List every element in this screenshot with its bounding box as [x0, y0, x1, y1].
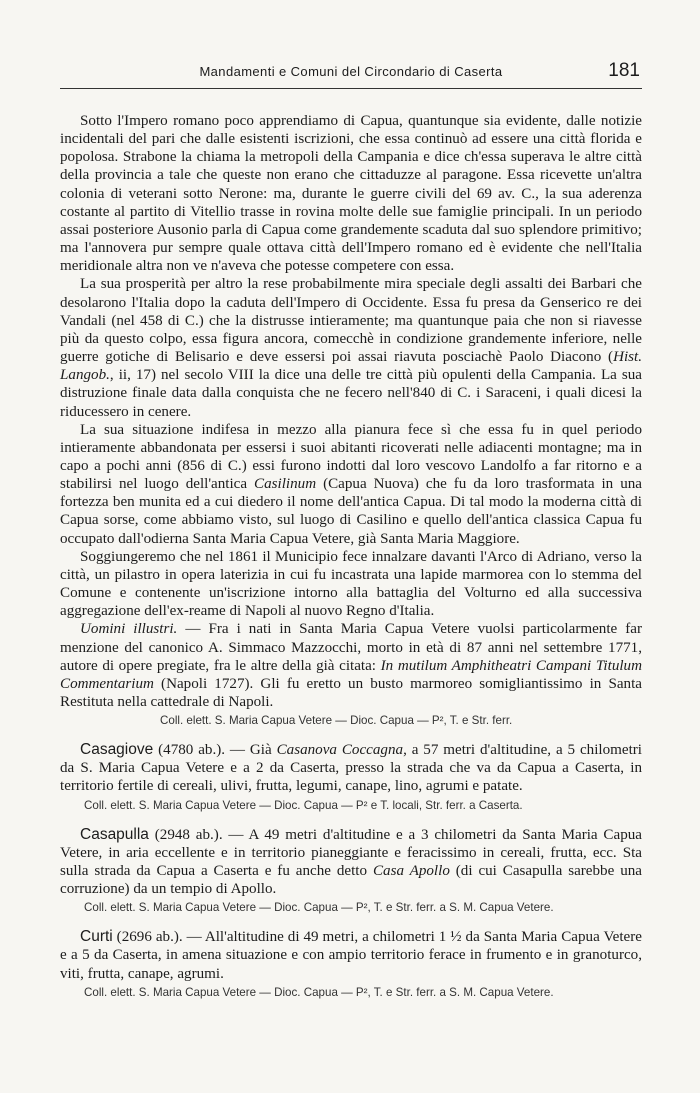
paragraph-illustrious-men: Uomini illustri. — Fra i nati in Santa Maria Capua Vetere vuolsi particolarmente far menzione del canonico A. Simmaco Mazzocchi, morto in età di 87 anni nel settembre 1771, autore di opere pregiate, fra le altre della già citata: In mutilum Amphitheatri Campani Titulum Commentarium (Napoli 1727). Gli fu eretto un busto marmoreo somigliantissimo in Santa Restituta nella cattedrale di Napoli.	[60, 621, 643, 710]
header-title: Mandamenti e Comuni del Circondario di Caserta	[199, 64, 503, 79]
paragraph-monument: Soggiungeremo che nel 1861 il Municipio fece innalzare davanti l'Arco di Adriano, verso la città, un pilastro in opera laterizia in cui fu incastrata una lapide marmorea con lo stemma del Comune e contenente un'iscrizione intorno alla battaglia del Volturno ed alla successiva aggregazione dell'ex-reame di Napoli al nuovo Regno d'Italia.	[60, 548, 642, 620]
paragraph-situation: La sua situazione indifesa in mezzo alla pianura fece sì che essa fu in quel periodo intieramente abbandonata per essersi i suoi abitanti ricoverati nelle adiacenti montagne; ma in capo a pochi anni (856 di C.) essi furono indotti dal loro vescovo Landolfo a far ritorno e a stabilirsi nel luogo dell'antica Casilinum (Capua Nuova) che fu da loro trasformata in una fortezza ben munita ed a cui diedero il nome dell'antica Capua. Di tal modo la moderna città di Capua sorse, come abbiamo visto, sul luogo di Casilino e quello dell'antica classica Capua fu occupato dall'odierna Santa Maria Capua Vetere, già Santa Maria Maggiore.	[60, 421, 642, 547]
entry-name: Casagiove	[80, 741, 154, 759]
entry-casapulla: Casapulla (2948 ab.). — A 49 metri d'altitudine e a 3 chilometri da Santa Maria Capua Vetere, in aria eccellente e in territorio pianeggiante e feracissimo in cereali, frutta, ecc. Sta sulla strada da Capua a Caserta e fu anche detto Casa Apollo (di cui Casapulla sarebbe una corruzione) da un tempio di Apollo.	[60, 825, 642, 898]
entry-name: Curti	[80, 928, 113, 946]
entry-casagiove: Casagiove (4780 ab.). — Già Casanova Coccagna, a 57 metri d'altitudine, a 5 chilometri da S. Maria Capua Vetere e a 2 da Caserta, presso la strada che va da Capua a Caserta, in territorio fertile di cereali, ulivi, frutta, legumi, canape, lino, agrumi e patate.	[60, 741, 642, 795]
collegio-note: Coll. elett. S. Maria Capua Vetere — Dioc. Capua — P² e T. locali, Str. ferr. a Caserta.	[84, 798, 523, 812]
collegio-note: Coll. elett. S. Maria Capua Vetere — Dioc. Capua — P², T. e Str. ferr.	[160, 714, 513, 728]
entry-curti: Curti (2696 ab.). — All'altitudine di 49 metri, a chilometri 1 ½ da Santa Maria Capua Vetere e a 5 da Caserta, in amena situazione e con ampio territorio ferace in frumento e in granoturco, viti, frutta, canape, agrumi.	[60, 928, 642, 982]
page-number: 181	[608, 60, 640, 81]
page-body	[60, 112, 642, 1013]
running-header	[60, 60, 642, 89]
paragraph-roman-period: Sotto l'Impero romano poco apprendiamo di Capua, quantunque sia evidente, dalle notizie incidentali del pari che dalle esistenti iscrizioni, che essa continuò ad essere una città florida e popolosa. Strabone la chiama la metropoli della Campania e dice ch'essa superava le altre città della provincia a tale che queste non erano che cittaduzze al paragone. Essa ricevette un'altra colonia di veterani sotto Nerone: ma, durante le guerre civili del 69 av. C., la sua aderenza costante al partito di Vitellio trasse in rovina molte delle sue famiglie principali. In un periodo assai posteriore Ausonio parla di Capua come grandemente scaduta dal suo splendore primitivo; ma l'annovera pur sempre quale ottava città dell'Impero romano ed è evidente che nell'Italia meridionale altra non ve n'aveva che potesse competere con essa.	[60, 113, 642, 275]
collegio-note: Coll. elett. S. Maria Capua Vetere — Dioc. Capua — P², T. e Str. ferr. a S. M. Capua Vetere.	[84, 901, 554, 915]
paragraph-barbarians: La sua prosperità per altro la rese probabilmente mira speciale degli assalti dei Barbari che desolarono l'Italia dopo la caduta dell'Impero di Occidente. Essa fu presa da Genserico re dei Vandali (nel 458 di C.) che la distrusse intieramente; ma quantunque paia che non si riavesse più da questo colpo, essa figura ancora, comecchè in condizione grandemente inferiore, nelle guerre gotiche di Belisario e deve essersi poi assai riavuta posciachè Paolo Diacono (Hist. Langob., ii, 17) nel secolo VIII la dice una delle tre città più opulenti della Campania. La sua distruzione finale data dalla conquista che ne fecero nell'840 di C. i Saraceni, i quali dicesi la riducessero in cenere.	[60, 276, 642, 420]
collegio-note: Coll. elett. S. Maria Capua Vetere — Dioc. Capua — P², T. e Str. ferr. a S. M. Capua Vetere.	[84, 985, 554, 999]
entry-name: Casapulla	[80, 825, 149, 843]
